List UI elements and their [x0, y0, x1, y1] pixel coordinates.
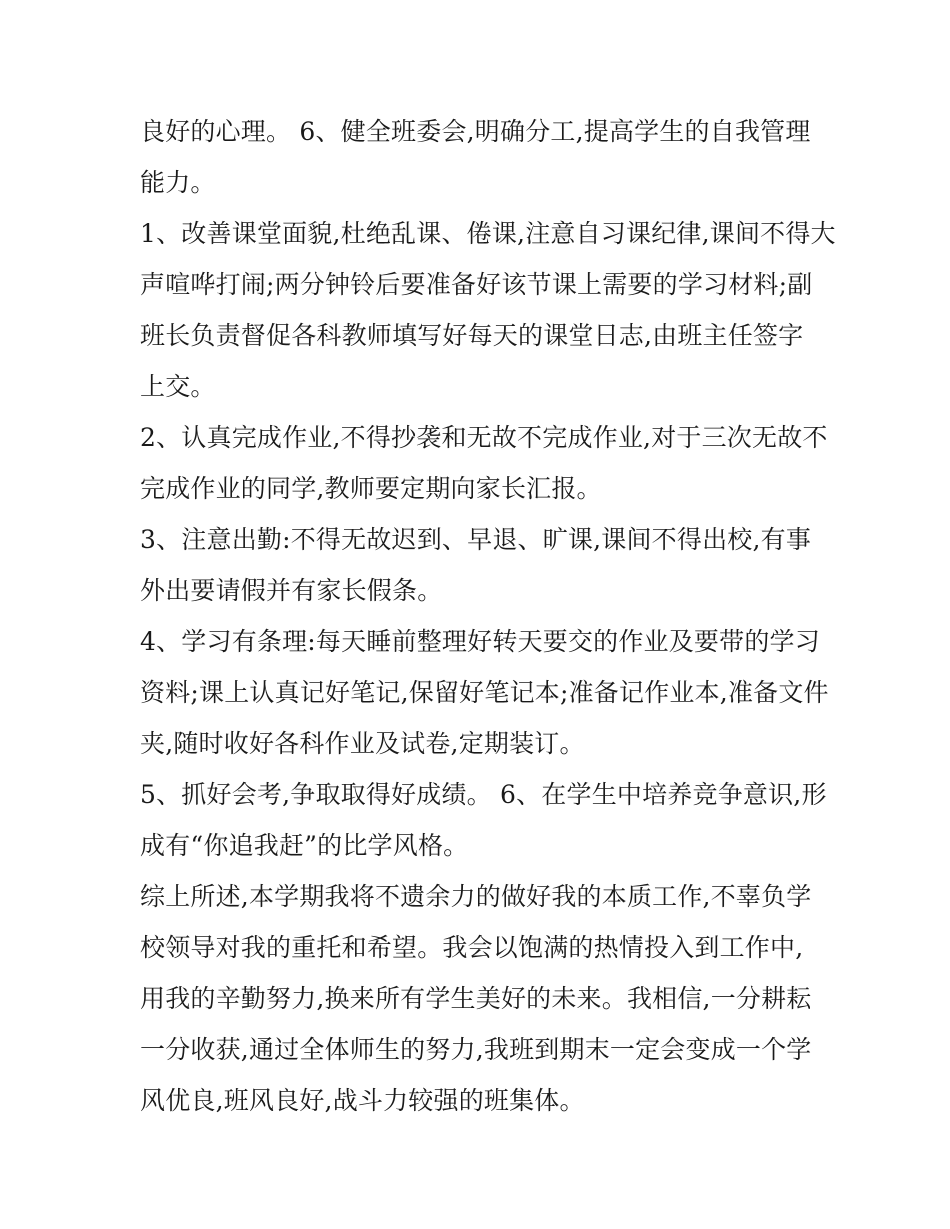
text-line: 一分收获,通过全体师生的努力,我班到期末一定会变成一个学	[140, 1035, 812, 1064]
text-line: 外出要请假并有家长假条。	[140, 576, 443, 605]
text-line: 声喧哗打闹;两分钟铃后要准备好该节课上需要的学习材料;副	[140, 270, 813, 299]
text-line: 良好的心理。 6、健全班委会,明确分工,提高学生的自我管理	[140, 117, 811, 146]
text-line: 用我的辛勤努力,换来所有学生美好的未来。我相信,一分耕耘	[140, 984, 812, 1013]
text-line: 风优良,班风良好,战斗力较强的班集体。	[140, 1086, 585, 1115]
paragraph-class-committee	[140, 106, 830, 208]
text-line: 上交。	[140, 372, 216, 401]
text-line: 校领导对我的重托和希望。我会以饱满的热情投入到工作中,	[140, 933, 804, 962]
text-line: 综上所述,本学期我将不遗余力的做好我的本质工作,不辜负学	[140, 882, 812, 911]
text-line: 5、抓好会考,争取取得好成绩。 6、在学生中培养竞争意识,形	[140, 780, 827, 809]
text-line: 2、认真完成作业,不得抄袭和无故不完成作业,对于三次无故不	[140, 423, 828, 452]
text-line: 成有“你追我赶”的比学风格。	[140, 831, 469, 860]
text-line: 1、改善课堂面貌,杜绝乱课、倦课,注意自习课纪律,课间不得大	[140, 219, 836, 248]
text-line: 能力。	[140, 168, 216, 197]
text-line: 资料;课上认真记好笔记,保留好笔记本;准备记作业本,准备文件	[140, 678, 829, 707]
paragraph-item-2-homework	[140, 412, 830, 514]
document-body	[140, 106, 836, 1126]
text-line: 4、学习有条理:每天睡前整理好转天要交的作业及要带的学习	[140, 627, 820, 656]
text-line: 夹,随时收好各科作业及试卷,定期装订。	[140, 729, 585, 758]
paragraph-item-4-organization	[140, 616, 830, 769]
paragraph-item-1-classroom	[140, 208, 836, 412]
text-line: 班长负责督促各科教师填写好每天的课堂日志,由班主任签字	[140, 321, 804, 350]
paragraph-conclusion	[140, 871, 830, 1126]
text-line: 3、注意出勤:不得无故迟到、早退、旷课,课间不得出校,有事	[140, 525, 812, 554]
paragraph-item-5-exams	[140, 769, 830, 871]
text-line: 完成作业的同学,教师要定期向家长汇报。	[140, 474, 602, 503]
paragraph-item-3-attendance	[140, 514, 830, 616]
